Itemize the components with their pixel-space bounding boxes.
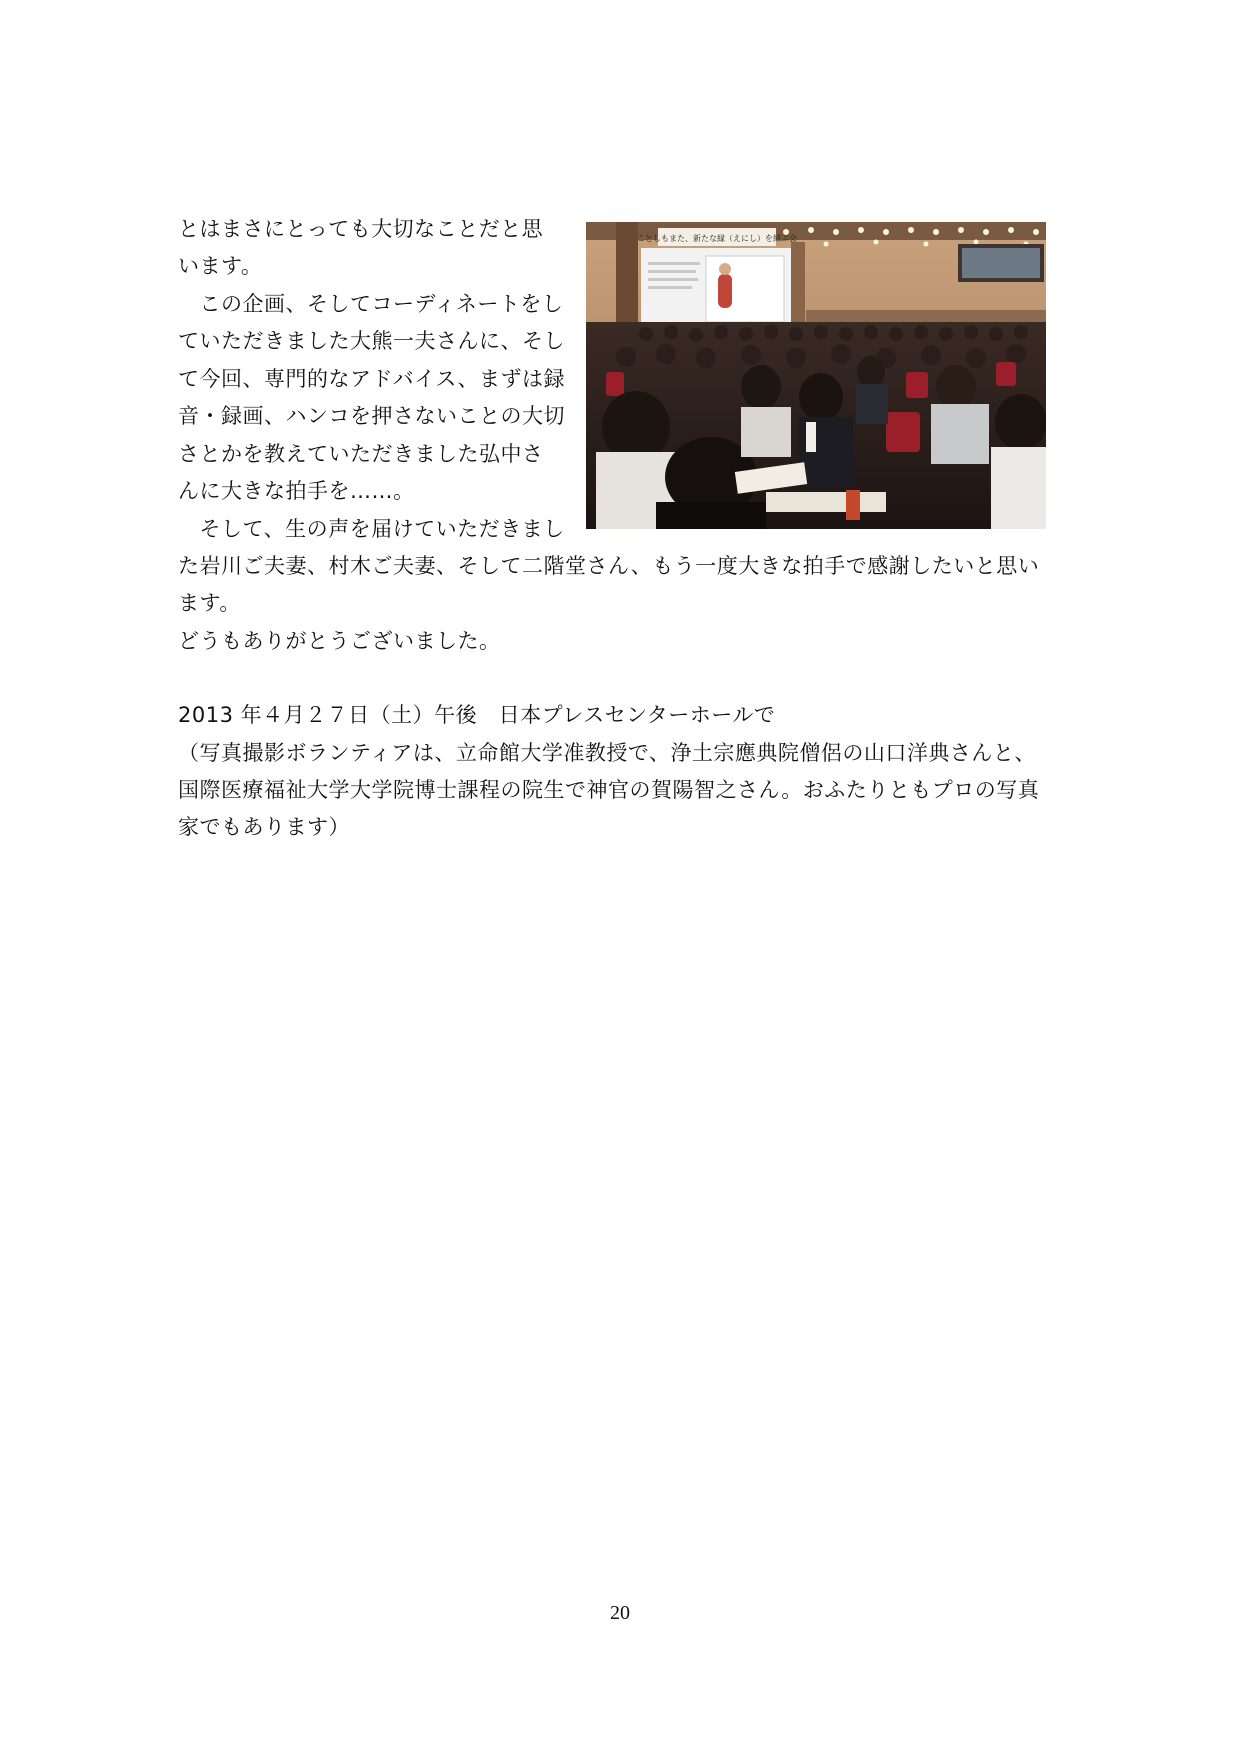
banner-text: ことしもまた、新たな縁（えにし）を結ぶ会 <box>637 234 797 243</box>
body-text-line: どうもありがとうございました。 <box>178 629 501 653</box>
body-text-line: この企画、そしてコーディネートをし <box>178 292 564 316</box>
body-text-line: います。 <box>178 254 263 278</box>
body-text-line: とはまさにとっても大切なことだと思 <box>178 217 544 241</box>
caption-line: 国際医療福祉大学大学院博士課程の院生で神官の賀陽智之さん。おふたりともプロの写真 <box>178 778 1040 802</box>
page-number: 20 <box>610 1602 630 1624</box>
body-text-line: て今回、専門的なアドバイス、まずは録 <box>178 367 565 391</box>
body-text-line: そして、生の声を届けていただきまし <box>178 517 565 541</box>
caption-line: （写真撮影ボランティアは、立命館大学准教授で、浄土宗應典院僧侶の山口洋典さんと、 <box>178 741 1036 765</box>
body-text-line: た岩川ご夫妻、村木ご夫妻、そして二階堂さん、もう一度大きな拍手で感謝したいと思い <box>178 554 1040 578</box>
body-text-line: ていただきました大熊一夫さんに、そし <box>178 329 565 353</box>
body-text-line: 音・録画、ハンコを押さないことの大切 <box>178 404 565 428</box>
body-text-line: さとかを教えていただきました弘中さ <box>178 442 544 466</box>
caption-line: 2013 年４月２７日（土）午後 日本プレスセンターホールで <box>178 703 776 727</box>
body-text-line: ます。 <box>178 591 241 615</box>
conference-hall-photo <box>586 222 1046 529</box>
caption-line: 家でもあります） <box>178 815 350 839</box>
body-text-line: んに大きな拍手を……。 <box>178 479 415 503</box>
